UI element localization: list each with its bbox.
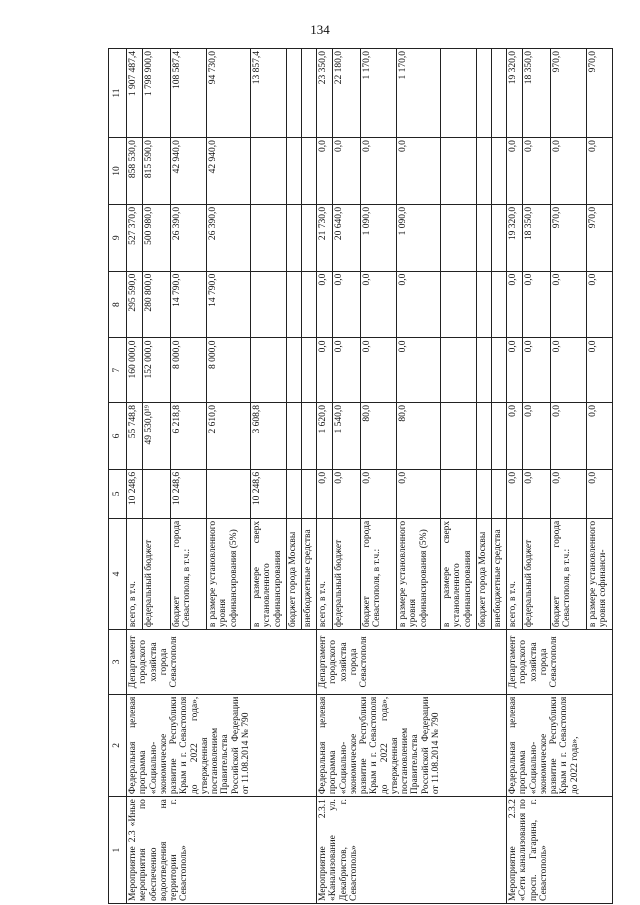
amount-cell [287,469,302,518]
amount-cell [287,204,302,271]
amount-cell: 0,0 [551,338,587,403]
amount-cell: 0,0 [551,403,587,470]
amount-cell: 970,0 [587,49,613,138]
amount-cell: 1 798 900,0 [143,49,171,138]
funding-source-cell: в размере установленного уровня софинансирования (5%) [397,518,441,629]
amount-cell: 0,0 [361,469,397,518]
amount-cell: 0,0 [317,338,333,403]
funding-source-cell: всего, в т.ч. [127,518,143,629]
amount-cell: 1 170,0 [397,49,441,138]
amount-cell [441,138,477,205]
funding-source-cell: бюджет города Севастополя, в т.ч.: [361,518,397,629]
amount-cell: 1 170,0 [361,49,397,138]
amount-cell [441,403,477,470]
funding-source-cell: всего, в т.ч. [317,518,333,629]
amount-cell [302,469,317,518]
amount-cell: 0,0 [333,271,361,338]
amount-cell: 0,0 [587,403,613,470]
amount-cell [477,469,492,518]
table-row [507,49,523,904]
amount-cell [477,204,492,271]
amount-cell [287,338,302,403]
amount-cell: 0,0 [523,138,551,205]
amount-cell: 14 790,0 [207,271,251,338]
amount-cell: 280 800,0 [143,271,171,338]
amount-cell: 8 000,0 [171,338,207,403]
amount-cell: 2 610,0 [207,403,251,470]
amount-cell: 26 390,0 [207,204,251,271]
amount-cell: 13 857,4 [251,49,287,138]
page-number: 134 [310,22,330,37]
amount-cell: 815 590,0 [143,138,171,205]
amount-cell [477,49,492,138]
amount-cell: 20 640,0 [333,204,361,271]
column-number: 3 [109,630,127,695]
column-number: 11 [109,49,127,138]
funding-source-cell: федеральный бюджет [143,518,171,629]
amount-cell: 21 730,0 [317,204,333,271]
amount-cell: 0,0 [333,338,361,403]
amount-cell [287,138,302,205]
amount-cell: 0,0 [587,469,613,518]
amount-cell: 10 248,6 [171,469,207,518]
amount-cell: 108 587,4 [171,49,207,138]
amount-cell [477,403,492,470]
funding-source-cell: в размере установленного уровня софинансирования (5%) [207,518,251,629]
amount-cell: 0,0 [397,138,441,205]
amount-cell [441,49,477,138]
amount-cell: 8 000,0 [207,338,251,403]
amount-cell: 94 730,0 [207,49,251,138]
table-row [317,49,333,904]
executor-cell: Департамент городского хозяйства города Севастополя [317,630,507,695]
amount-cell: 0,0 [523,403,551,470]
amount-cell: 0,0 [551,271,587,338]
table-row [127,49,143,904]
amount-cell: 19 320,0 [507,49,523,138]
column-number-row [109,49,127,904]
funding-source-cell: бюджет города Москвы [287,518,302,629]
amount-cell: 0,0 [587,338,613,403]
amount-cell: 1 090,0 [397,204,441,271]
amount-cell: 0,0 [361,271,397,338]
amount-cell: 0,0 [587,271,613,338]
amount-cell [302,204,317,271]
amount-cell [302,138,317,205]
amount-cell: 858 530,0 [127,138,143,205]
amount-cell [492,271,507,338]
amount-cell: 1 907 487,4 [127,49,143,138]
column-number: 2 [109,694,127,796]
amount-cell [287,49,302,138]
funding-source-cell: бюджет города Москвы [477,518,492,629]
column-number: 9 [109,204,127,271]
amount-cell: 18 350,0 [523,49,551,138]
amount-cell [143,469,171,518]
program-cell: Федеральная целевая программа «Социально-экономическое развитие Республики Крым и г. Севастополя до 2022 года», утвержденная постановлением Правительства Российской Федерации от 11.08.2014 № 790 [127,694,317,796]
column-number: 6 [109,403,127,470]
executor-cell: Департамент городского хозяйства города Севастополя [507,630,613,695]
amount-cell: 295 590,0 [127,271,143,338]
amount-cell: 0,0 [317,138,333,205]
amount-cell [441,338,477,403]
measure-cell: Мероприятие 2.3.2 «Сети канализования по просп. Гагарина, г. Севастополь» [507,797,613,904]
column-number: 7 [109,338,127,403]
executor-cell: Департамент городского хозяйства города Севастополя [127,630,317,695]
amount-cell: 6 218,8 [171,403,207,470]
amount-cell [251,204,287,271]
amount-cell [492,204,507,271]
funding-source-cell: внебюджетные средства [492,518,507,629]
amount-cell [492,338,507,403]
program-cell: Федеральная целевая программа «Социально-экономическое развитие Республики Крым и г. Севастополя до 2022 года», [507,694,613,796]
amount-cell [441,271,477,338]
amount-cell: 0,0 [397,271,441,338]
amount-cell: 527 370,0 [127,204,143,271]
amount-cell [477,138,492,205]
amount-cell [302,403,317,470]
amount-cell: 14 790,0 [171,271,207,338]
amount-cell: 0,0 [317,469,333,518]
amount-cell: 23 350,0 [317,49,333,138]
amount-cell [477,338,492,403]
funding-source-cell: федеральный бюджет [333,518,361,629]
funding-source-cell: в размере установленного уровня софинанси- [587,518,613,629]
amount-cell [492,403,507,470]
measure-cell: Мероприятие 2.3 «Иные мероприятия по обеспечению водоотведения на территории г. Севастополь» [127,797,317,904]
funding-source-cell: федеральный бюджет [523,518,551,629]
column-number: 8 [109,271,127,338]
amount-cell: 0,0 [551,469,587,518]
amount-cell: 500 980,0 [143,204,171,271]
amount-cell [302,49,317,138]
amount-cell: 0,0 [587,138,613,205]
amount-cell: 160 000,0 [127,338,143,403]
funding-source-cell: в размере сверх установленного софинансирования [441,518,477,629]
amount-cell: 18 350,0 [523,204,551,271]
column-number: 5 [109,469,127,518]
amount-cell [287,403,302,470]
amount-cell: 80,0 [361,403,397,470]
amount-cell: 42 940,0 [171,138,207,205]
amount-cell: 970,0 [551,204,587,271]
amount-cell: 0,0 [507,138,523,205]
amount-cell: 0,0 [507,469,523,518]
funding-source-cell: внебюджетные средства [302,518,317,629]
amount-cell: 1 540,0 [333,403,361,470]
amount-cell [251,138,287,205]
rotated-page-content [108,48,609,904]
amount-cell [441,204,477,271]
amount-cell: 0,0 [317,271,333,338]
column-number: 10 [109,138,127,205]
amount-cell: 19 320,0 [507,204,523,271]
amount-cell [492,469,507,518]
amount-cell: 26 390,0 [171,204,207,271]
amount-cell: 0,0 [361,138,397,205]
amount-cell [492,49,507,138]
column-number: 1 [109,797,127,904]
amount-cell [492,138,507,205]
amount-cell [251,338,287,403]
amount-cell [302,338,317,403]
amount-cell: 22 180,0 [333,49,361,138]
amount-cell [207,469,251,518]
amount-cell: 970,0 [587,204,613,271]
amount-cell: 1 090,0 [361,204,397,271]
amount-cell: 55 748,8 [127,403,143,470]
amount-cell: 0,0 [333,138,361,205]
amount-cell [441,469,477,518]
amount-cell: 970,0 [551,49,587,138]
amount-cell: 0,0 [507,271,523,338]
funding-source-cell: всего, в т.ч. [507,518,523,629]
amount-cell: 0,0 [523,469,551,518]
amount-cell: 0,0 [523,338,551,403]
amount-cell: 0,0 [523,271,551,338]
column-number: 4 [109,518,127,629]
amount-cell: 0,0 [333,469,361,518]
amount-cell: 0,0 [397,338,441,403]
amount-cell: 10 248,6 [127,469,143,518]
funding-source-cell: бюджет города Севастополя, в т.ч.: [171,518,207,629]
funding-source-cell: в размере сверх установленного софинансирования [251,518,287,629]
budget-table [108,48,613,904]
amount-cell: 80,0 [397,403,441,470]
amount-cell: 49 530,0¹⁹ [143,403,171,470]
amount-cell: 0,0 [507,403,523,470]
amount-cell: 42 940,0 [207,138,251,205]
amount-cell [251,271,287,338]
rotated-table-wrapper [108,48,609,904]
amount-cell [477,271,492,338]
measure-cell: Мероприятие 2.3.1 «Канализование ул. Декабристов, г. Севастополь» [317,797,507,904]
amount-cell: 1 620,0 [317,403,333,470]
amount-cell: 0,0 [397,469,441,518]
funding-source-cell: бюджет города Севастополя, в т.ч.: [551,518,587,629]
amount-cell: 0,0 [507,338,523,403]
amount-cell: 0,0 [361,338,397,403]
amount-cell: 10 248,6 [251,469,287,518]
amount-cell: 3 608,8 [251,403,287,470]
amount-cell [302,271,317,338]
amount-cell: 0,0 [551,138,587,205]
program-cell: Федеральная целевая программа «Социально-экономическое развитие Республики Крым и г. Севастополя до 2022 года», утвержденная постановлением Правительства Российской Федерации от 11.08.2014 № 790 [317,694,507,796]
amount-cell [287,271,302,338]
amount-cell: 152 000,0 [143,338,171,403]
